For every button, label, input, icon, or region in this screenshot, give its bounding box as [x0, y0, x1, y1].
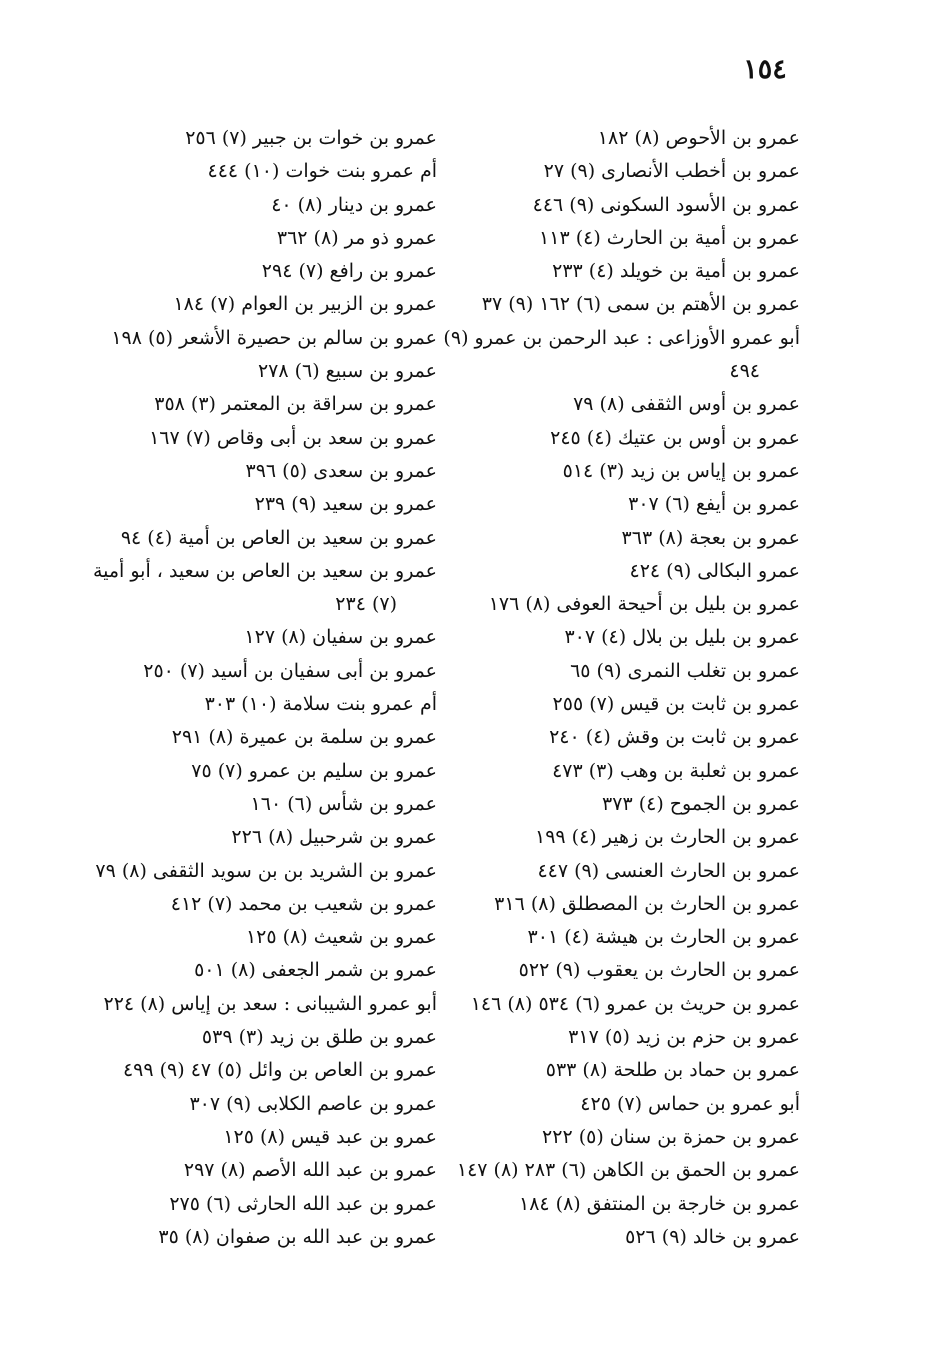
index-entry: عمرو بن الأحوص (٨) ١٨٢ [597, 127, 800, 149]
index-entry: عمرو ذو مر (٨) ٣٦٢ [276, 226, 437, 249]
index-entry: عمرو بن رافع (٧) ٢٩٤ [261, 260, 437, 283]
index-entry: عمرو بن طلق بن زيد (٣) ٥٣٩ [201, 1026, 437, 1049]
index-entry: عمرو بن أوس بن عتيك (٤) ٢٤٥ [550, 426, 800, 449]
index-entry: عمرو بن عبد قيس (٨) ١٢٥ [223, 1125, 437, 1148]
index-entry: عمرو بن الحارث بن المصطلق (٨) ٣١٦ [494, 892, 800, 915]
index-entry: عمرو بن شعيث (٨) ١٢٥ [245, 926, 437, 949]
index-entry: عمرو بن الحارث بن يعقوب (٩) ٥٢٢ [518, 959, 800, 982]
index-entry: عمرو بن شأس (٦) ١٦٠ [250, 792, 437, 815]
index-entry: عمرو بن عاصم الكلابى (٩) ٣٠٧ [189, 1092, 437, 1115]
index-entry: ٤٩٤ [729, 360, 760, 383]
index-entry: عمرو بن عبد الله الأصم (٨) ٢٩٧ [183, 1159, 437, 1182]
index-entry: أبو عمرو الأوزاعى : عبد الرحمن بن عمرو (٩) [443, 326, 800, 349]
index-entry: عمرو بن الزبير بن العوام (٧) ١٨٤ [173, 293, 437, 316]
index-entry: عمرو بن أوس الثقفى (٨) ٧٩ [573, 393, 800, 416]
index-entry: عمرو بن خالد (٩) ٥٢٦ [625, 1225, 800, 1248]
index-entry: عمرو بن سعيد بن العاص بن أمية (٤) ٩٤ [120, 526, 437, 549]
index-entry: عمرو بن الجموح (٤) ٣٧٣ [602, 792, 800, 815]
index-entry: عمرو بن أخطب الأنصارى (٩) ٢٧ [543, 160, 800, 183]
index-entry: عمرو بن سراقة بن المعتمر (٣) ٣٥٨ [154, 393, 437, 416]
index-entry: عمرو بن سعدى (٥) ٣٩٦ [245, 459, 437, 482]
index-entry: عمرو بن أبى سفيان بن أسيد (٧) ٢٥٠ [143, 659, 437, 682]
index-entry: عمرو بن أيفع (٦) ٣٠٧ [628, 493, 800, 516]
index-entry: عمرو بن الحارث بن هيشة (٤) ٣٠١ [527, 926, 800, 949]
index-entry: عمرو بن سعد بن أبى وقاص (٧) ١٦٧ [149, 426, 437, 449]
index-entry: عمرو بن أمية بن خويلد (٤) ٢٣٣ [552, 260, 800, 283]
index-entry: أبو عمرو بن حماس (٧) ٤٢٥ [580, 1092, 800, 1115]
index-entry: عمرو بن سعيد (٩) ٢٣٩ [254, 493, 437, 516]
index-entry: عمرو بن الحارث بن زهير (٤) ١٩٩ [535, 826, 800, 849]
index-entry: عمرو بن إياس بن زيد (٣) ٥١٤ [562, 459, 800, 482]
index-entry: عمرو بن بعجة (٨) ٣٦٣ [621, 526, 800, 549]
index-entry: عمرو بن عبد الله بن صفوان (٨) ٣٥ [158, 1225, 437, 1248]
index-entry: عمرو بن سبيع (٦) ٢٧٨ [257, 360, 437, 383]
index-entry: عمرو بن خارجة بن المنتفق (٨) ١٨٤ [518, 1192, 800, 1215]
index-entry: عمرو بن سفيان (٨) ١٢٧ [244, 626, 437, 649]
index-entry: عمرو بن سعيد بن العاص بن سعيد ، أبو أمية [92, 559, 437, 582]
index-entry: أم عمرو بنت سلامة (١٠) ٣٠٣ [204, 693, 437, 716]
index-entry: عمرو بن الحارث العنسى (٩) ٤٤٧ [537, 859, 800, 882]
index-entry: عمرو بن ثابت بن قيس (٧) ٢٥٥ [552, 693, 800, 716]
index-entry: عمرو بن حريث بن عمرو (٦) ٥٣٤ (٨) ١٤٦ [470, 992, 800, 1015]
index-entry: عمرو بن الأهتم بن سمى (٦) ١٦٢ (٩) ٣٧ [481, 293, 800, 316]
index-entry: عمرو بن عبد الله الحارثى (٦) ٢٧٥ [169, 1192, 437, 1215]
index-entry: عمرو بن شعيب بن محمد (٧) ٤١٢ [170, 892, 437, 915]
index-entry: عمرو بن بليل بن أحيحة العوفى (٨) ١٧٦ [488, 593, 800, 616]
index-column-left [92, 122, 437, 1254]
index-entry: أم عمرو بنت خوات (١٠) ٤٤٤ [207, 160, 437, 183]
index-entry: عمرو بن الأسود السكونى (٩) ٤٤٦ [532, 193, 800, 216]
page-number: ١٥٤ [743, 54, 787, 85]
index-entry: عمرو بن سلمة بن عميرة (٨) ٢٩١ [171, 726, 437, 749]
index-entry: عمرو بن سالم بن حصيرة الأشعر (٥) ١٩٨ [111, 326, 437, 349]
index-entry: عمرو بن بليل بن بلال (٤) ٣٠٧ [564, 626, 800, 649]
index-entry: (٧) ٢٣٤ [335, 593, 397, 616]
index-entry: عمرو بن ثعلبة بن وهب (٣) ٤٧٣ [552, 759, 800, 782]
index-entry: عمرو بن حماد بن طلحة (٨) ٥٣٣ [545, 1059, 800, 1082]
index-entry: عمرو بن دينار (٨) ٤٠ [271, 193, 437, 216]
index-entry: عمرو بن سليم بن عمرو (٧) ٧٥ [191, 759, 437, 782]
index-entry: عمرو بن ثابت بن وقش (٤) ٢٤٠ [549, 726, 800, 749]
index-entry: عمرو بن حزم بن زيد (٥) ٣١٧ [568, 1026, 800, 1049]
index-entry: عمرو بن العاص بن وائل (٥) ٤٧ (٩) ٤٩٩ [122, 1059, 437, 1082]
index-entry: عمرو بن حمزة بن سنان (٥) ٢٢٢ [542, 1125, 800, 1148]
index-entry: عمرو بن شمر الجعفى (٨) ٥٠١ [194, 959, 437, 982]
index-entry: أبو عمرو الشيبانى : سعد بن إياس (٨) ٢٢٤ [103, 992, 437, 1015]
index-entry: عمرو البكالى (٩) ٤٢٤ [629, 559, 800, 582]
index-entry: عمرو بن تغلب النمرى (٩) ٦٥ [570, 659, 800, 682]
index-entry: عمرو بن الحمق بن الكاهن (٦) ٢٨٣ (٨) ١٤٧ [456, 1159, 800, 1182]
index-entry: عمرو بن أمية بن الحارث (٤) ١١٣ [539, 226, 800, 249]
index-entry: عمرو بن شرحبيل (٨) ٢٢٦ [231, 826, 437, 849]
index-entry: عمرو بن الشريد بن بن سويد الثقفى (٨) ٧٩ [95, 859, 437, 882]
index-entry: عمرو بن خوات بن جبير (٧) ٢٥٦ [185, 127, 437, 149]
index-column-right [443, 122, 800, 1254]
